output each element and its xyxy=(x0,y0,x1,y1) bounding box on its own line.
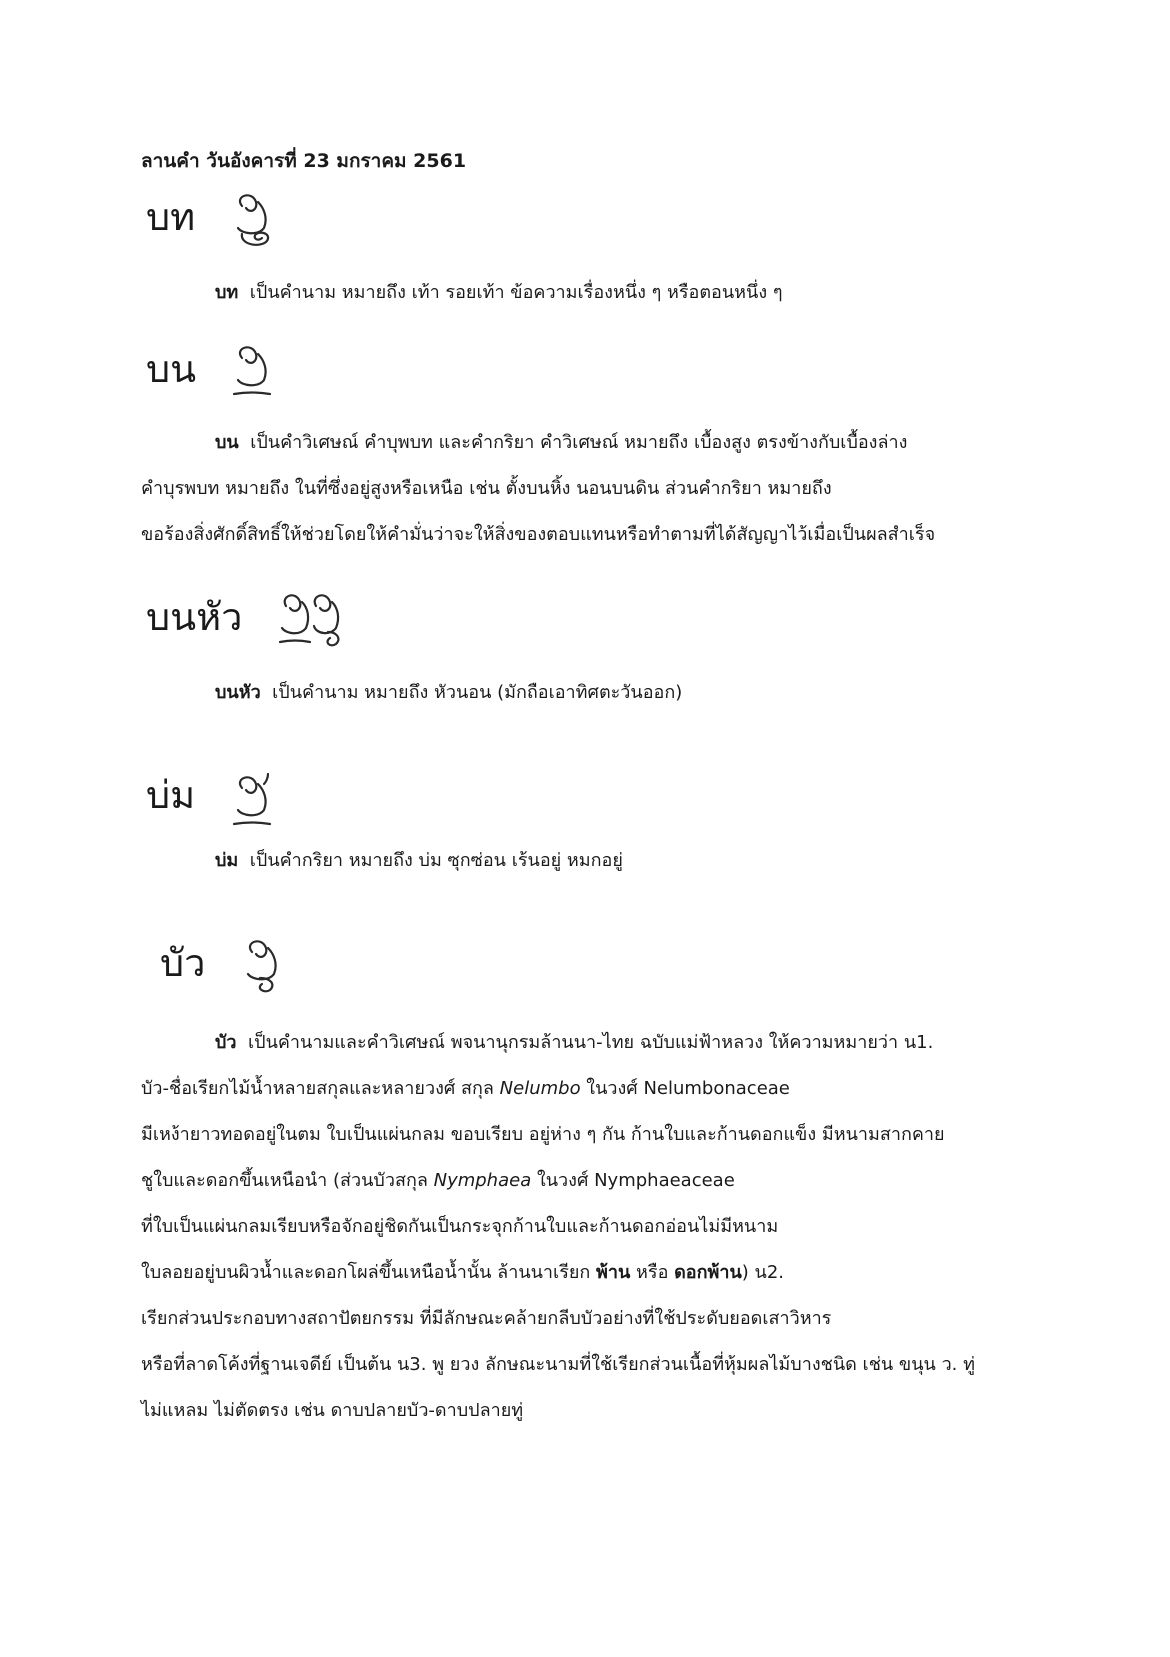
lanna-script-bua-icon xyxy=(238,934,298,1002)
entry-word-bon: บน xyxy=(146,347,197,391)
genus-name: Nymphaea xyxy=(433,1170,532,1191)
definition-line: ไม่แหลม ไม่ตัดตรง เช่น ดาบปลายบัว-ดาบปลายทู่ xyxy=(141,1400,524,1421)
entry-word-bua: บัว xyxy=(160,941,206,985)
lanna-script-bonhua-icon xyxy=(276,588,356,656)
definition-line: ชูใบและดอกขึ้นเหนือนำ (ส่วนบัวสกุล Nymphaea ในวงศ์ Nymphaeaceae xyxy=(141,1170,735,1191)
definition-line: เป็นคำวิเศษณ์ คำบุพบท และคำกริยา คำวิเศษณ์ หมายถึง เบื้องสูง ตรงข้างกับเบื้องล่าง xyxy=(250,432,908,453)
definition-line: เป็นคำนาม หมายถึง เท้า รอยเท้า ข้อความเรื่องหนึ่ง ๆ หรือตอนหนึ่ง ๆ xyxy=(249,282,783,303)
lanna-script-bon-icon xyxy=(228,340,288,408)
definition-line: เป็นคำนามและคำวิเศษณ์ พจนานุกรมล้านนา-ไทย ฉบับแม่ฟ้าหลวง ให้ความหมายว่า น1. xyxy=(248,1032,934,1053)
entry-word-bot: บท xyxy=(146,195,196,239)
definition-keyword: บท xyxy=(215,282,239,303)
definition-bon xyxy=(141,420,1041,558)
definition-keyword: บนหัว xyxy=(215,682,261,703)
definition-line: บัว-ชื่อเรียกไม้น้ำหลายสกุลและหลายวงศ์ สกุล Nelumbo ในวงศ์ Nelumbonaceae xyxy=(141,1078,790,1099)
definition-bom xyxy=(141,838,1041,884)
entry-word-bonhua: บนหัว xyxy=(146,595,243,639)
definition-bonhua xyxy=(141,670,1041,716)
date-line: ลานคำ วันอังคารที่ 23 มกราคม 2561 xyxy=(141,150,467,172)
definition-line: ใบลอยอยู่บนผิวน้ำและดอกโผล่ขึ้นเหนือน้ำนั้น ล้านนาเรียก พ้าน หรือ ดอกพ้าน) น2. xyxy=(141,1262,785,1283)
definition-line: ขอร้องสิ่งศักดิ์สิทธิ์ให้ช่วยโดยให้คำมั่นว่าจะให้สิ่งของตอบแทนหรือทำตามที่ได้สัญญาไว้เมื่อเป็นผลสำเร็จ xyxy=(141,524,936,545)
local-term: พ้าน xyxy=(596,1262,631,1283)
definition-line: ที่ใบเป็นแผ่นกลมเรียบหรือจักอยู่ชิดกันเป็นกระจุกก้านใบและก้านดอกอ่อนไม่มีหนาม xyxy=(141,1216,779,1237)
definition-line: หรือที่ลาดโค้งที่ฐานเจดีย์ เป็นต้น น3. พู ยวง ลักษณะนามที่ใช้เรียกส่วนเนื้อที่หุ้มผลไม้บางชนิด เช่น ขนุน ว. ทู่ xyxy=(141,1354,975,1375)
entry-word-bom: บ่ม xyxy=(146,773,196,817)
genus-name: Nelumbo xyxy=(499,1078,581,1099)
definition-line: เป็นคำนาม หมายถึง หัวนอน (มักถือเอาทิศตะวันออก) xyxy=(272,682,683,703)
definition-keyword: บัว xyxy=(215,1032,237,1053)
definition-keyword: บน xyxy=(215,432,239,453)
definition-keyword: บ่ม xyxy=(215,850,239,871)
definition-line: คำบุรพบท หมายถึง ในที่ซึ่งอยู่สูงหรือเหนือ เช่น ตั้งบนหิ้ง นอนบนดิน ส่วนคำกริยา หมายถึง xyxy=(141,478,832,499)
local-term: ดอกพ้าน xyxy=(674,1262,742,1283)
definition-bua xyxy=(141,1020,1041,1434)
definition-line: เรียกส่วนประกอบทางสถาปัตยกรรม ที่มีลักษณะคล้ายกลีบบัวอย่างที่ใช้ประดับยอดเสาวิหาร xyxy=(141,1308,832,1329)
definition-line: มีเหง้ายาวทอดอยู่ในตม ใบเป็นแผ่นกลม ขอบเรียบ อยู่ห่าง ๆ กัน ก้านใบและก้านดอกแข็ง มีหนามสากคาย xyxy=(141,1124,945,1145)
definition-line: เป็นคำกริยา หมายถึง บ่ม ซุกซ่อน เร้นอยู่ หมกอยู่ xyxy=(249,850,623,871)
lanna-script-bot-icon xyxy=(228,188,288,256)
definition-bot xyxy=(141,270,1041,316)
lanna-script-bom-icon xyxy=(228,770,288,838)
